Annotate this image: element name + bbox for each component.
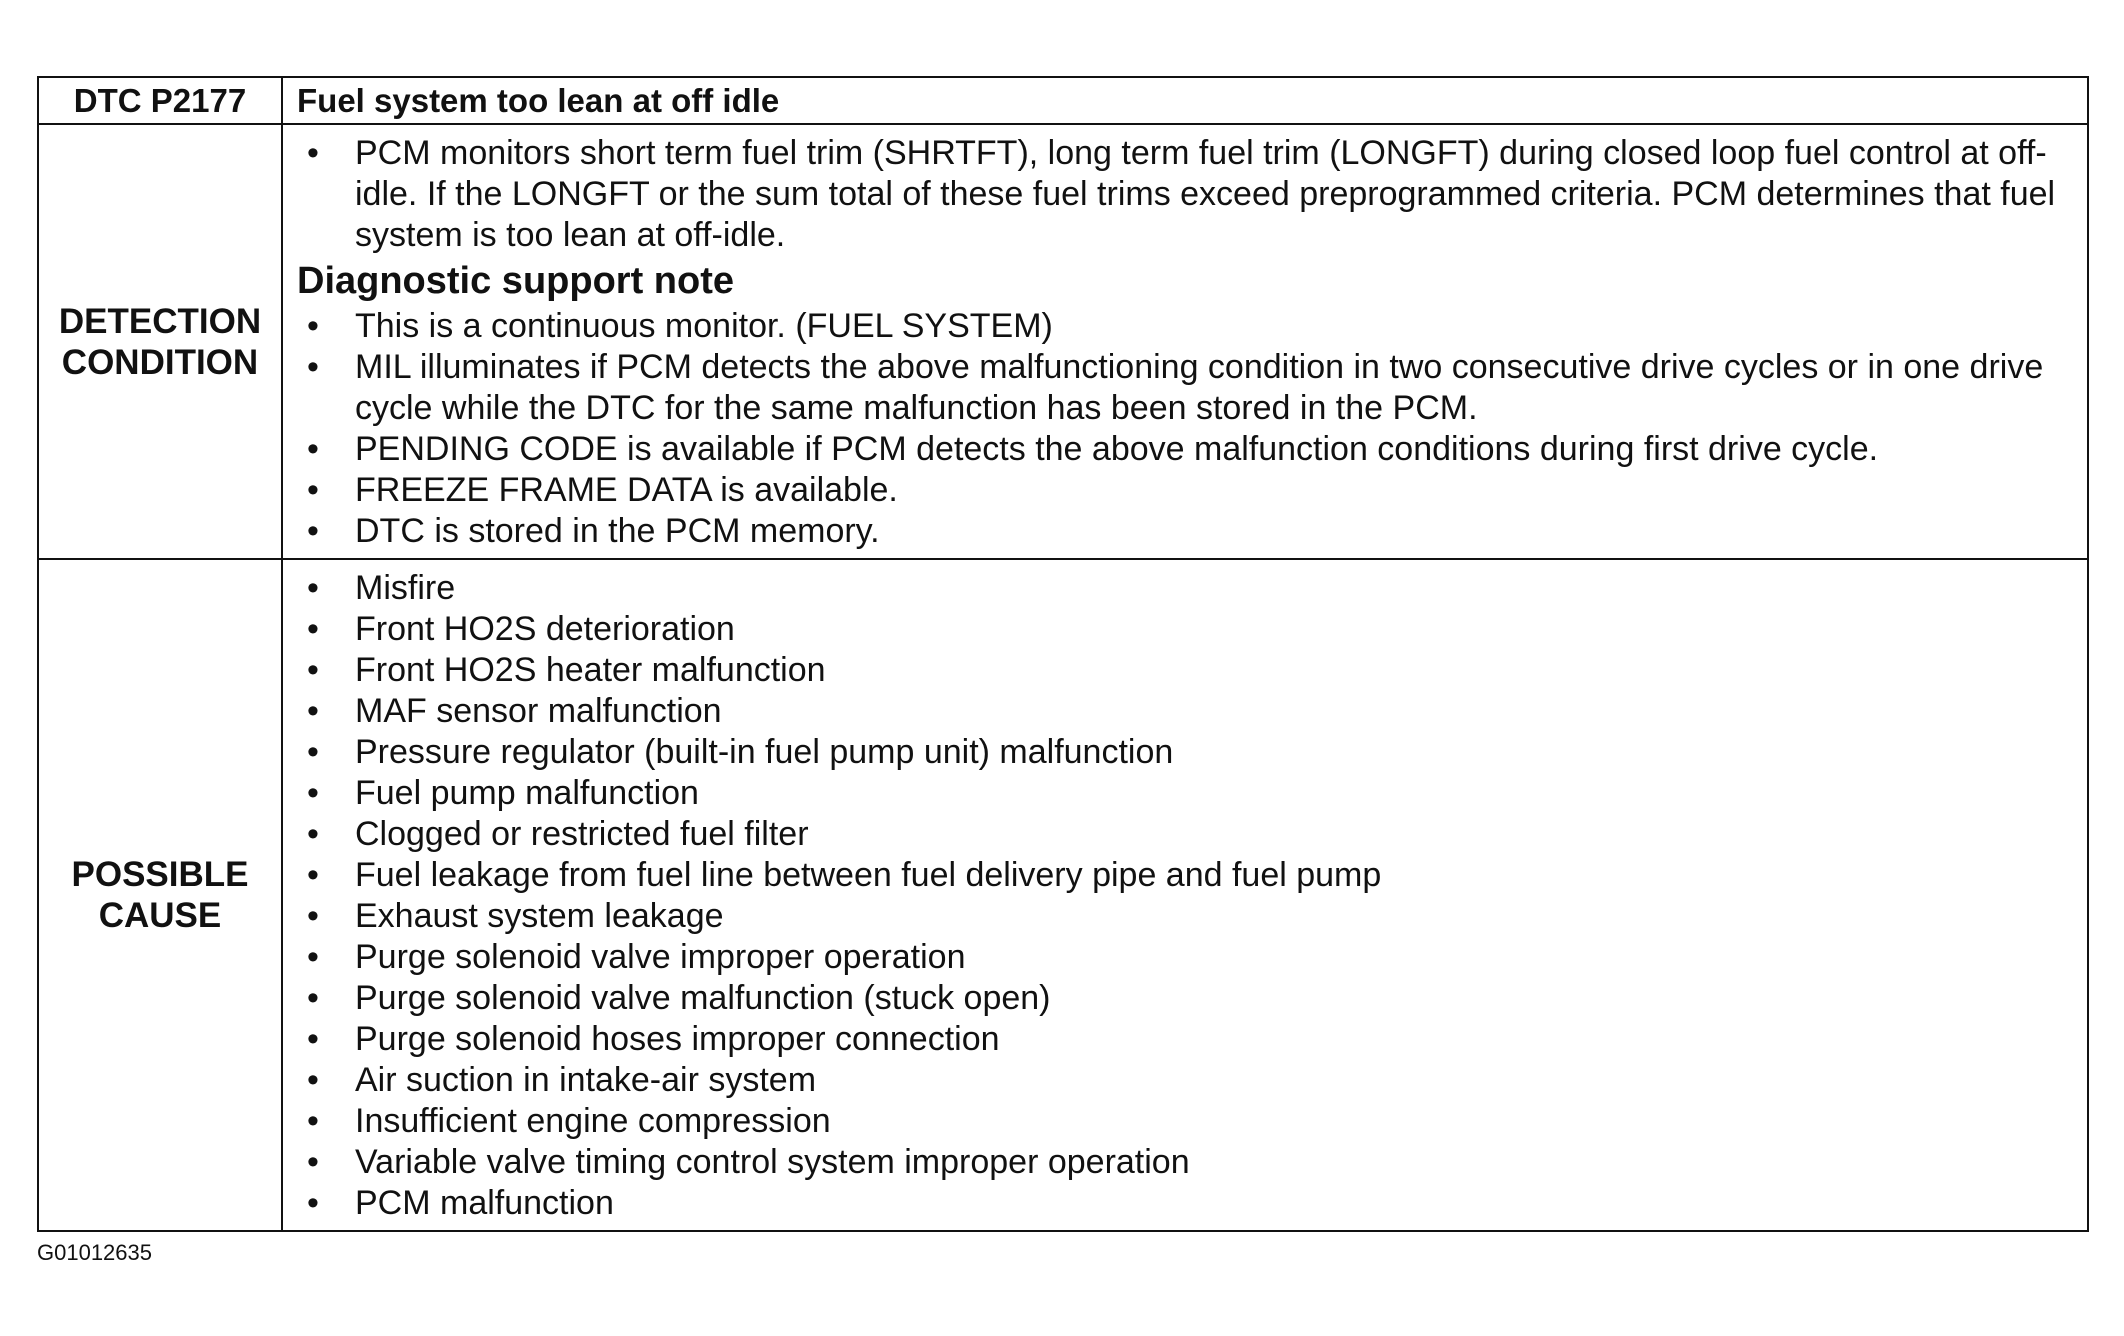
list-item: • PCM malfunction: [297, 1183, 2073, 1224]
possible-cause-content: [282, 559, 2088, 1231]
possible-cause-label-line2: CAUSE: [98, 896, 222, 935]
possible-cause-list: [297, 568, 2073, 1224]
detection-label: [38, 124, 282, 559]
list-item: • Air suction in intake-air system: [297, 1060, 2073, 1101]
list-item: • Fuel pump malfunction: [297, 773, 2073, 814]
detection-content: [282, 124, 2088, 559]
list-item: • Front HO2S heater malfunction: [297, 650, 2073, 691]
list-item: • Front HO2S deterioration: [297, 609, 2073, 650]
list-item: • This is a continuous monitor. (FUEL SYSTEM): [297, 306, 2073, 347]
list-item: • Purge solenoid valve malfunction (stuck open): [297, 978, 2073, 1019]
detection-label-line1: DETECTION: [58, 301, 262, 341]
list-item: • Misfire: [297, 568, 2073, 609]
list-item: • Clogged or restricted fuel filter: [297, 814, 2073, 855]
dtc-code: DTC P2177: [38, 77, 282, 124]
diagnostic-note-heading: Diagnostic support note: [297, 260, 734, 302]
dtc-table: [37, 76, 2089, 1232]
list-item: • MAF sensor malfunction: [297, 691, 2073, 732]
list-item: • MIL illuminates if PCM detects the above malfunctioning condition in two consecutive drive cycles or in one drive cycle while the DTC for the same malfunction has been stored in the PCM.: [297, 347, 2073, 429]
header-row: [38, 77, 2088, 124]
dtc-title: Fuel system too lean at off idle: [282, 77, 2088, 124]
list-item: • DTC is stored in the PCM memory.: [297, 511, 2073, 552]
figure-code: G01012635: [37, 1240, 152, 1265]
possible-cause-label-line1: POSSIBLE: [71, 855, 249, 894]
list-item: • Purge solenoid hoses improper connection: [297, 1019, 2073, 1060]
possible-cause-label: [38, 559, 282, 1231]
list-item: • FREEZE FRAME DATA is available.: [297, 470, 2073, 511]
list-item: • Purge solenoid valve improper operation: [297, 937, 2073, 978]
list-item: • Pressure regulator (built-in fuel pump unit) malfunction: [297, 732, 2073, 773]
list-item: • PCM monitors short term fuel trim (SHRTFT), long term fuel trim (LONGFT) during closed loop fuel control at off-idle. If the LONGFT or the sum total of these fuel trims exceed preprogrammed criteria. PCM determines that fuel system is too lean at off-idle.: [297, 133, 2073, 256]
detection-intro-list: [297, 133, 2073, 256]
list-item: • Exhaust system leakage: [297, 896, 2073, 937]
list-item: • Fuel leakage from fuel line between fuel delivery pipe and fuel pump: [297, 855, 2073, 896]
list-item: • Insufficient engine compression: [297, 1101, 2073, 1142]
diagnostic-note-list: [297, 306, 2073, 552]
detection-label-line2: CONDITION: [61, 342, 259, 382]
possible-cause-row: [38, 559, 2088, 1231]
detection-row: [38, 124, 2088, 559]
list-item: • Variable valve timing control system improper operation: [297, 1142, 2073, 1183]
list-item: • PENDING CODE is available if PCM detects the above malfunction conditions during first drive cycle.: [297, 429, 2073, 470]
